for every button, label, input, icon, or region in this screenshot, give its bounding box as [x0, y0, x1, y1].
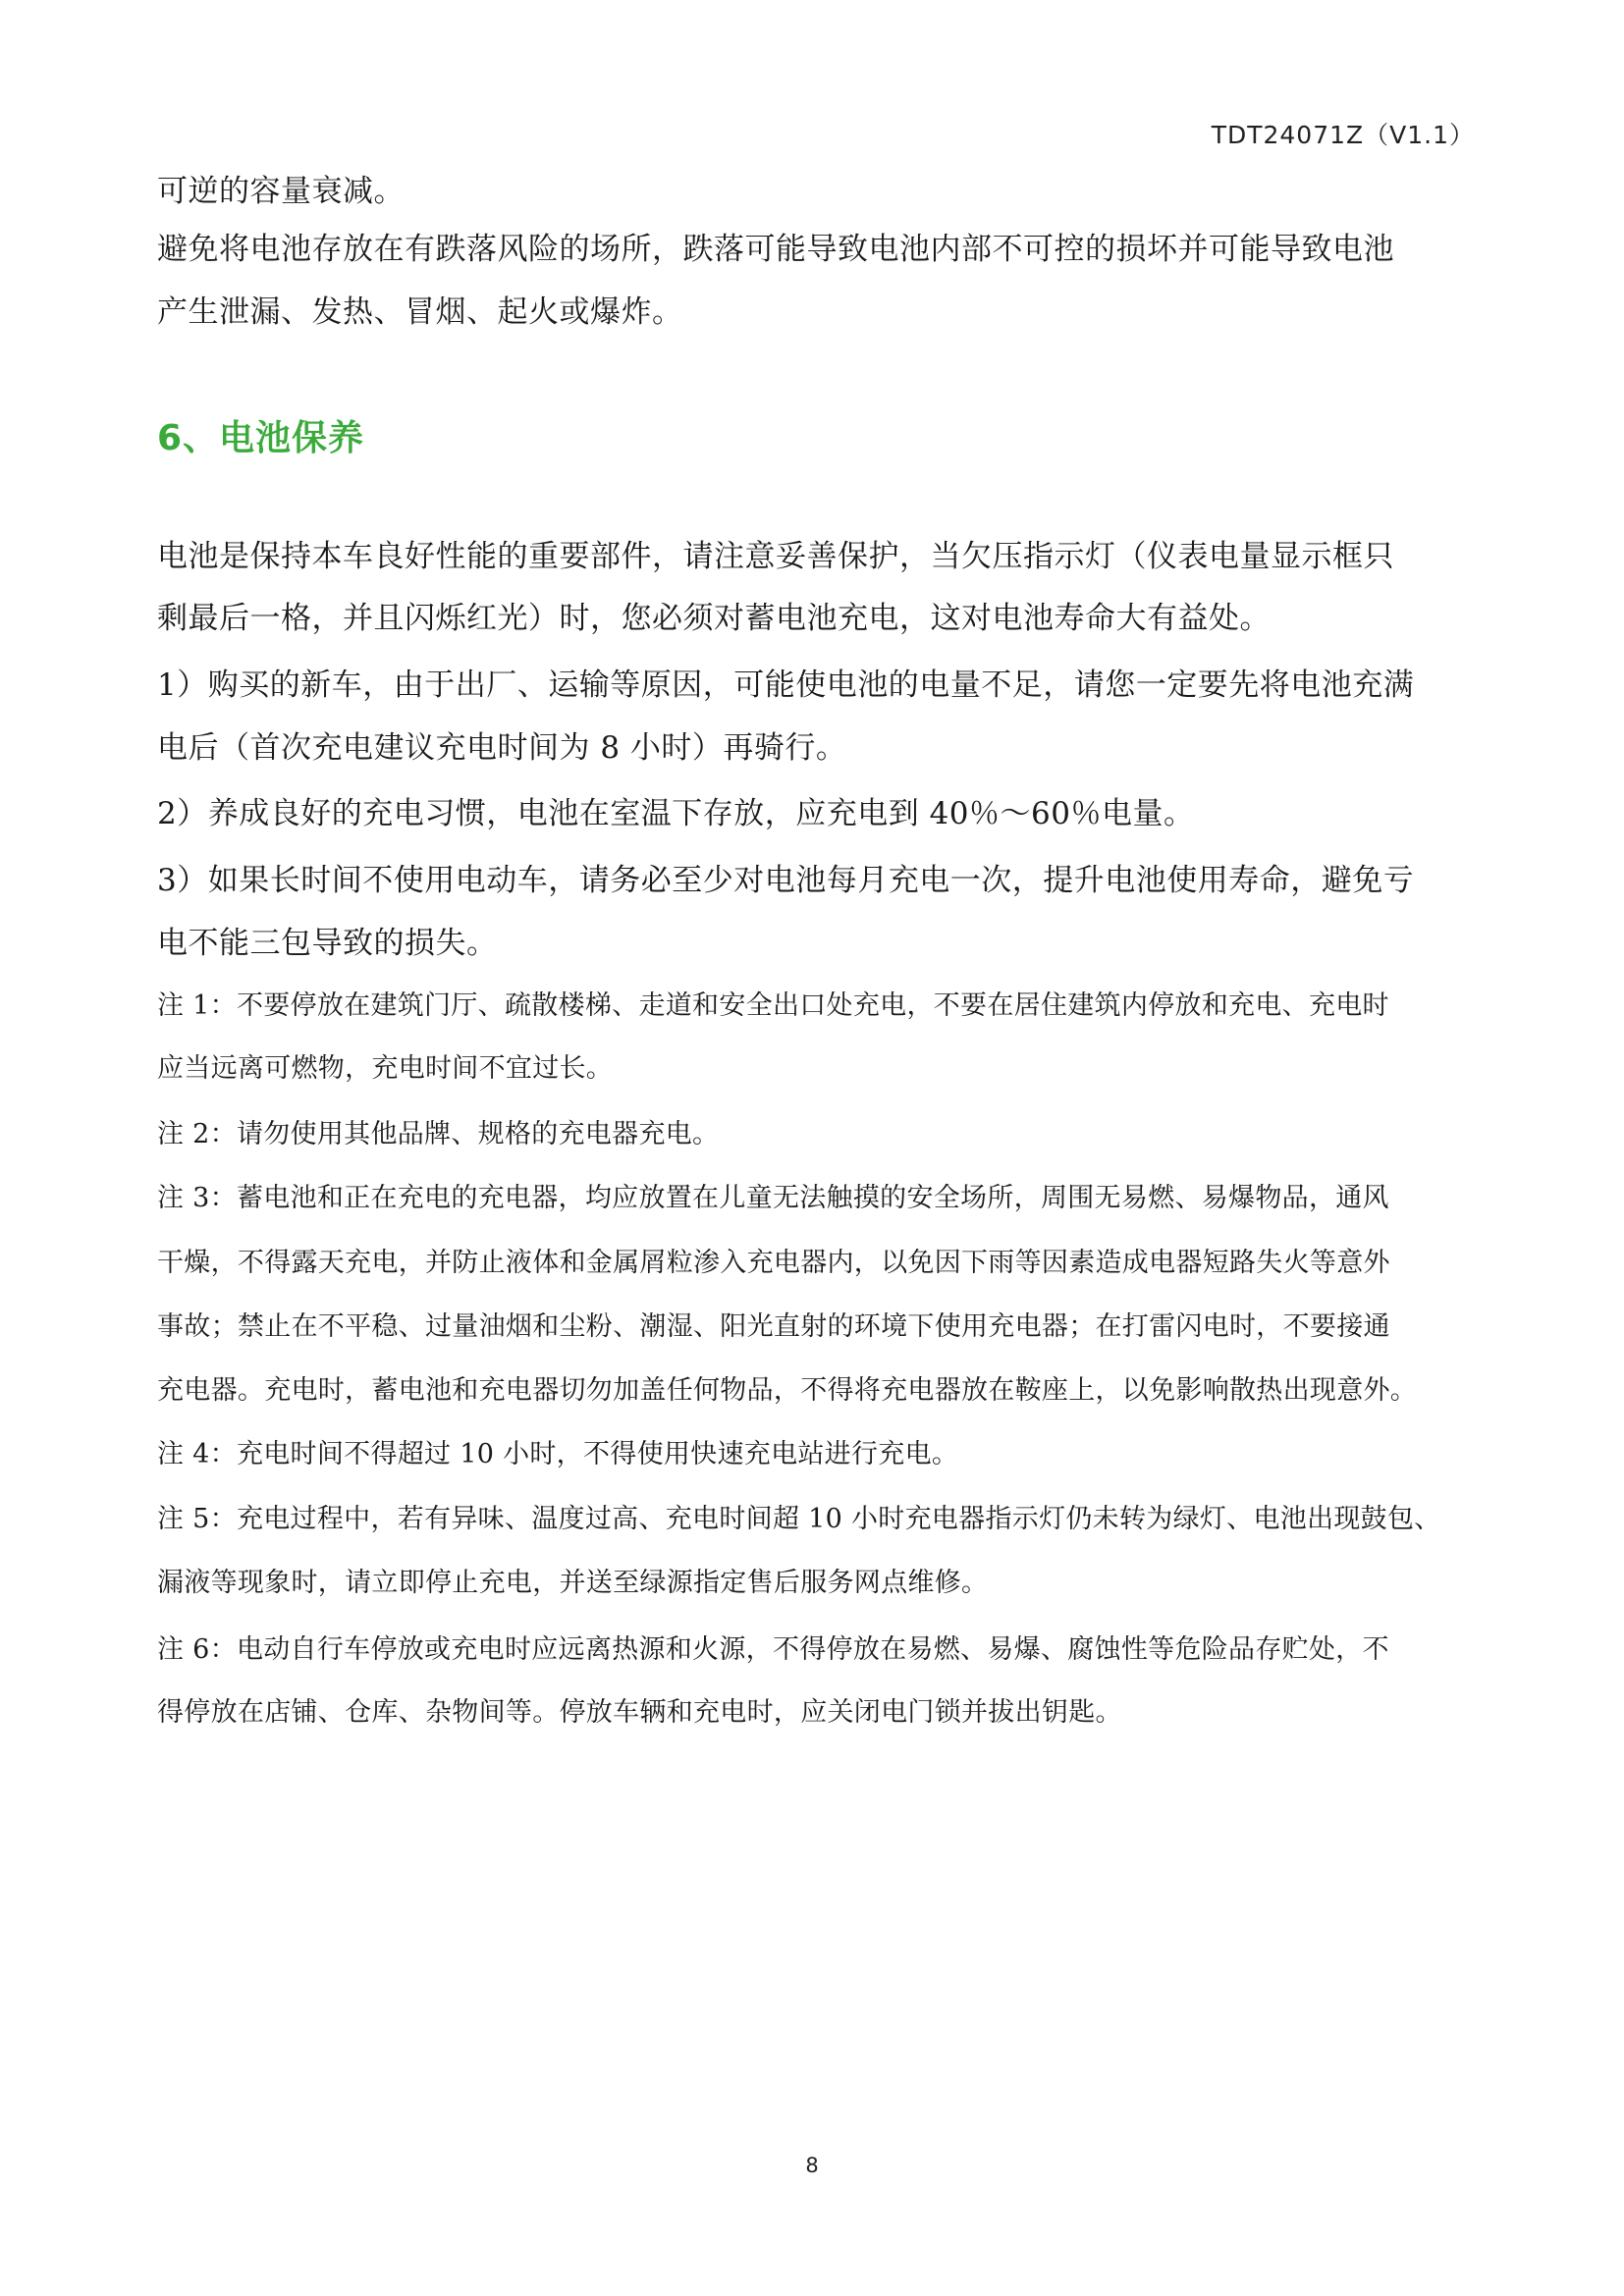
- paragraph-line: 电后（首次充电建议充电时间为 8 小时）再骑行。: [157, 730, 847, 766]
- note-line: 注 5：充电过程中，若有异味、温度过高、充电时间超 10 小时充电器指示灯仍未转为绿灯、电池出现鼓包、: [157, 1504, 1441, 1534]
- note-line: 充电器。充电时，蓄电池和充电器切勿加盖任何物品，不得将充电器放在鞍座上，以免影响散热出现意外。: [157, 1375, 1418, 1406]
- intro-line: 产生泄漏、发热、冒烟、起火或爆炸。: [157, 294, 683, 330]
- paragraph-line: 3）如果长时间不使用电动车，请务必至少对电池每月充电一次，提升电池使用寿命，避免亏: [157, 863, 1415, 898]
- note-line: 注 4：充电时间不得超过 10 小时，不得使用快速充电站进行充电。: [157, 1439, 959, 1469]
- paragraph-line: 2）养成良好的充电习惯，电池在室温下存放，应充电到 40％～60％电量。: [157, 796, 1195, 831]
- page-number: 8: [805, 2154, 819, 2177]
- paragraph-line: 剩最后一格，并且闪烁红光）时，您必须对蓄电池充电，这对电池寿命大有益处。: [157, 601, 1271, 636]
- note-line: 干燥，不得露天充电，并防止液体和金属屑粒渗入充电器内，以免因下雨等因素造成电器短路失火等意外: [157, 1248, 1390, 1278]
- note-line: 得停放在店铺、仓库、杂物间等。停放车辆和充电时，应关闭电门锁并拔出钥匙。: [157, 1697, 1122, 1728]
- note-line: 注 6：电动自行车停放或充电时应远离热源和火源，不得停放在易燃、易爆、腐蚀性等危险品存贮处，不: [157, 1634, 1389, 1665]
- document-id: TDT24071Z（V1.1）: [1211, 121, 1475, 149]
- note-line: 注 2：请勿使用其他品牌、规格的充电器充电。: [157, 1119, 720, 1149]
- intro-line: 避免将电池存放在有跌落风险的场所，跌落可能导致电池内部不可控的损坏并可能导致电池: [157, 232, 1394, 267]
- note-line: 注 1：不要停放在建筑门厅、疏散楼梯、走道和安全出口处充电，不要在居住建筑内停放和充电、充电时: [157, 990, 1389, 1021]
- note-line: 事故；禁止在不平稳、过量油烟和尘粉、潮湿、阳光直射的环境下使用充电器；在打雷闪电时，不要接通: [157, 1311, 1390, 1342]
- paragraph-line: 电不能三包导致的损失。: [157, 926, 498, 961]
- note-line: 漏液等现象时，请立即停止充电，并送至绿源指定售后服务网点维修。: [157, 1568, 989, 1598]
- intro-line: 可逆的容量衰减。: [157, 174, 405, 209]
- paragraph-line: 1）购买的新车，由于出厂、运输等原因，可能使电池的电量不足，请您一定要先将电池充满: [157, 667, 1415, 703]
- paragraph-line: 电池是保持本车良好性能的重要部件，请注意妥善保护，当欠压指示灯（仪表电量显示框只: [157, 539, 1394, 574]
- note-line: 注 3：蓄电池和正在充电的充电器，均应放置在儿童无法触摸的安全场所，周围无易燃、易爆物品，通风: [157, 1183, 1389, 1213]
- section-heading: 6、电池保养: [157, 418, 365, 458]
- note-line: 应当远离可燃物，充电时间不宜过长。: [157, 1053, 614, 1084]
